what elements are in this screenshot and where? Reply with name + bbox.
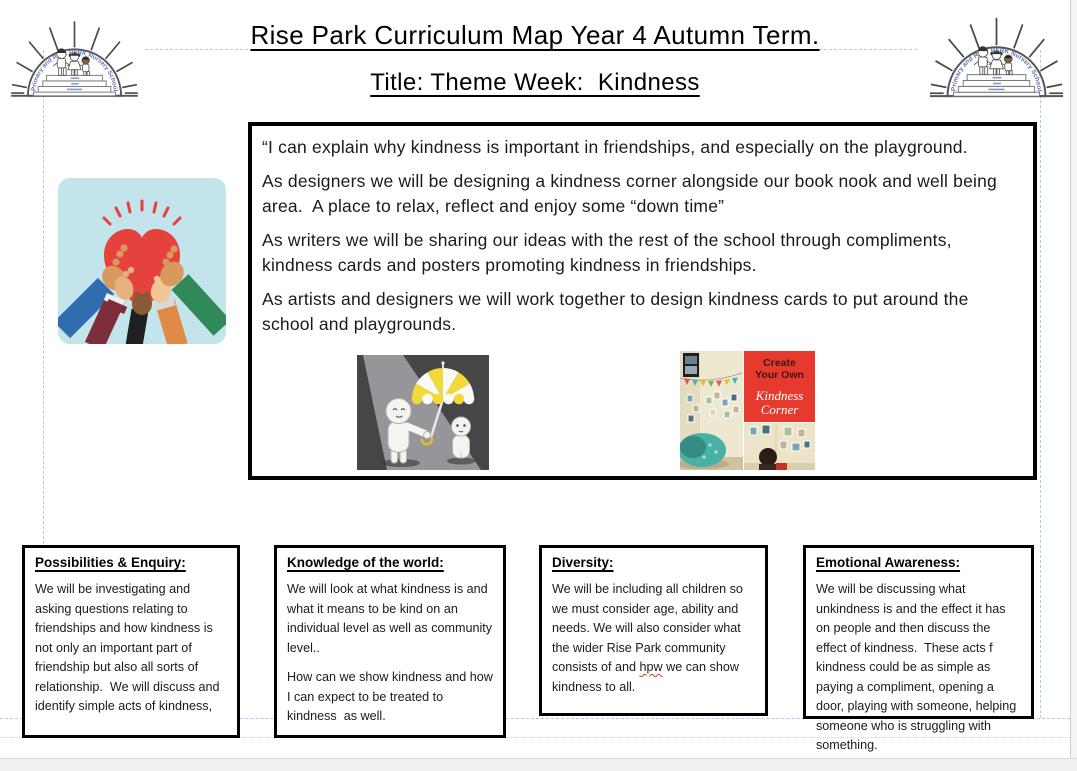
window-right-edge (1070, 0, 1077, 758)
theme-overview-box (248, 122, 1037, 480)
body-text: we can show kindness to all. (552, 660, 743, 694)
section-emotional-awareness (803, 545, 1034, 752)
banner-script1: Kindness (755, 388, 804, 403)
textbox-guide-right (1040, 50, 1041, 718)
section-knowledge-of-the-world (274, 545, 506, 738)
banner-line2: Your Own (755, 369, 804, 381)
theme-paragraph: As designers we will be designing a kindness corner alongside our book nook and well being area. A place to relax, reflect and enjoy some “down time” (262, 171, 1003, 216)
school-logo-icon (8, 12, 141, 107)
page-subtitle: Title: Theme Week: Kindness (370, 69, 700, 96)
sharing-umbrella-image (357, 355, 489, 470)
banner-script2: Corner (760, 402, 799, 417)
section-body: How can we show kindness and how I can expect to be treated to kindness as well. (287, 670, 497, 723)
section-possibilities-enquiry (22, 545, 240, 738)
page-title: Rise Park Curriculum Map Year 4 Autumn Term. (250, 20, 820, 50)
hands-holding-heart-image (58, 178, 226, 344)
section-title: Emotional Awareness: (816, 555, 961, 570)
school-logo-icon (928, 8, 1065, 108)
section-title: Diversity: (552, 555, 614, 570)
body-text: We will be including all children so we must consider age, ability and needs. We will also consider what the wider Rise Park community consists of and (552, 582, 747, 674)
section-title: Possibilities & Enquiry: (35, 555, 186, 570)
small-figure (452, 417, 471, 458)
misspelled-word: hpw (639, 660, 663, 674)
banner-line1: Create (763, 357, 796, 369)
section-body: We will look at what kindness is and what it means to be kind on an individual level as well as community level.. (287, 582, 496, 655)
section-body (552, 580, 755, 697)
theme-paragraph: As writers we will be sharing our ideas with the rest of the school through compliments, kindness cards and posters promoting kindness in friendships. (262, 230, 957, 275)
kindness-corner-photo (680, 351, 815, 470)
section-body: We will be investigating and asking questions relating to friendships and how kindness is not only an important part of friendship but also all sorts of relationship. We will discuss and identify simple acts of kindness, (35, 582, 224, 713)
section-body: We will be discussing what unkindness is and the effect it has on people and then discuss the effect of kindness. These acts f kindness could be as simple as paying a compliment, opening a door, playing with someone, helping someone who is struggling with something. (816, 582, 1020, 752)
theme-paragraph: As artists and designers we will work together to design kindness cards to put around the school and playgrounds. (262, 289, 974, 334)
textbox-guide-left (43, 50, 44, 544)
section-diversity (539, 545, 768, 716)
theme-paragraph: “I can explain why kindness is important in friendships, and especially on the playground. (262, 137, 968, 157)
window-bottom-edge (0, 758, 1077, 771)
section-title: Knowledge of the world: (287, 555, 444, 570)
